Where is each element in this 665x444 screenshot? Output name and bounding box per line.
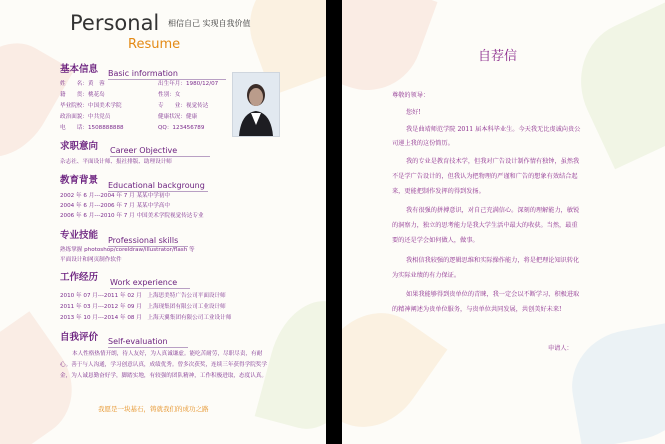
letter-greeting: 尊敬的领导： — [392, 92, 430, 99]
letter-line: 的精神阐述为贵单位服务，与贵单位共同发展，共创美好未来! — [392, 306, 562, 313]
letter-line: 我的专业是教育技术学，但我对广告设计制作情有独钟，虽然我 — [406, 158, 580, 165]
leaf-decoration — [560, 1, 665, 170]
divider — [110, 288, 190, 289]
resume-slogan: 相信自己 实现自我价值 — [168, 19, 251, 28]
education-row: 2002 年 6 月---2004 年 7 月 某某中学初中 — [60, 193, 171, 199]
divider — [108, 79, 226, 80]
work-row: 2011 年 03 月---2012 年 09 月 上海现集团有限公司工业设计师 — [60, 304, 226, 310]
cover-letter-page — [342, 0, 665, 444]
section-heading-en: Professional skills — [108, 236, 179, 245]
letter-title: 自荐信 — [478, 49, 518, 64]
skills-row: 平面设计和网页制作软件 — [60, 257, 122, 263]
section-heading-en: Work experience — [110, 278, 178, 287]
resume-subtitle: Resume — [128, 37, 181, 52]
self-eval-row: 心。善于与人沟通，学习创意认真，成绩优秀。曾多次获奖，连续三年获得学院奖学 — [60, 362, 267, 368]
letter-line: 为实际业绩的有力保证。 — [392, 272, 461, 279]
objective-text: 杂志社、平面设计师、报社排版、助理设计师 — [60, 159, 172, 165]
letter-line: 如果我能够得到贵单位的青睐，我一定会以不断学习、积极进取 — [406, 291, 580, 298]
letter-signature: 申请人： — [548, 345, 573, 352]
section-heading: 工作经历 — [60, 272, 99, 283]
info-cell: 籍 贯：桃花岛 — [60, 92, 105, 98]
skills-row: 熟练掌握 photoshop/coreldraw/illustrator/flash 等 — [60, 247, 195, 253]
resume-page — [0, 0, 326, 444]
resume-title: Personal — [70, 11, 160, 35]
section-heading: 基本信息 — [60, 64, 99, 75]
letter-line: 我是曲靖师范学院 2011 届本科毕业生。今天我无比虔诚向贵公 — [406, 126, 581, 133]
self-eval-row: 本人性格热情开朗，待人友好，为人真诚谦虚。能吃苦耐劳，尽职尽责，有耐 — [72, 351, 263, 357]
info-cell: 毕业院校：中国美术学院 — [60, 103, 122, 109]
letter-line: 来，更能把制作发挥的得到发扬。 — [392, 188, 485, 195]
section-heading-en: Career Objective — [110, 146, 178, 155]
section-heading: 专业技能 — [60, 230, 99, 241]
profile-photo — [232, 72, 280, 137]
info-cell: 健康状况：健康 — [158, 114, 198, 120]
info-cell: 性别：女 — [158, 92, 181, 98]
letter-line: 的洞察力，独立的思考能力是我大学生活中最大的收获。当然，最重 — [392, 222, 578, 229]
education-row: 2006 年 6 月---2010 年 7 月 中国美术学院视觉传达专业 — [60, 213, 204, 219]
leaf-decoration — [342, 292, 447, 444]
self-eval-row: 金，为人诚恳勤奋好学，脚踏实地，有较强的团队精神，工作积极进取，态度认真。 — [60, 373, 267, 379]
letter-hello: 您好! — [406, 109, 421, 116]
work-row: 2013 年 10 月---2014 年 08 月 上海天翼集团有限公司工业设计师 — [60, 315, 232, 321]
avatar-figure — [233, 73, 279, 136]
divider — [110, 156, 210, 157]
info-cell: 电 话：1508888888 — [60, 125, 124, 131]
education-row: 2004 年 6 月---2006 年 7 月 某某中学高中 — [60, 203, 171, 209]
work-row: 2010 年 07 月---2011 年 02 月 上海思美特广告公司平面设计师 — [60, 293, 226, 299]
section-heading: 教育背景 — [60, 175, 99, 186]
section-heading-en: Self-evaluation — [108, 337, 168, 346]
leaf-decoration — [342, 0, 437, 105]
section-heading: 求职意向 — [60, 141, 99, 152]
divider — [108, 347, 188, 348]
letter-line: 要的还是学会如何做人，做事。 — [392, 237, 479, 244]
letter-line: 不是学广告设计的，但我认为把物理的严谨和广告的想象有效结合起 — [392, 173, 578, 180]
info-cell: 专 业：视觉传达 — [158, 103, 209, 109]
leaf-decoration — [563, 320, 665, 444]
section-heading: 自我评价 — [60, 332, 99, 343]
info-cell: 姓 名：黄 蓉 — [60, 81, 105, 87]
info-cell: 政治面貌：中共党员 — [60, 114, 111, 120]
divider — [108, 191, 208, 192]
letter-line: 我相信我较强的逻辑思维和实际操作能力，将是把理论知识转化 — [406, 257, 580, 264]
section-heading-en: Educational backgroung — [108, 181, 205, 190]
leaf-decoration — [0, 26, 74, 175]
info-cell: 出生年月：1980/12/07 — [158, 81, 219, 87]
letter-line: 司递上我的这份简历。 — [392, 140, 454, 147]
footer-motto: 我愿是一块基石，铸就我们的成功之路 — [98, 405, 209, 413]
section-heading-en: Basic information — [108, 69, 178, 78]
letter-line: 我有很强的拼搏意识，对自己充满信心。深刻的理解能力，敏锐 — [406, 207, 580, 214]
info-cell: QQ：123456789 — [158, 125, 205, 131]
